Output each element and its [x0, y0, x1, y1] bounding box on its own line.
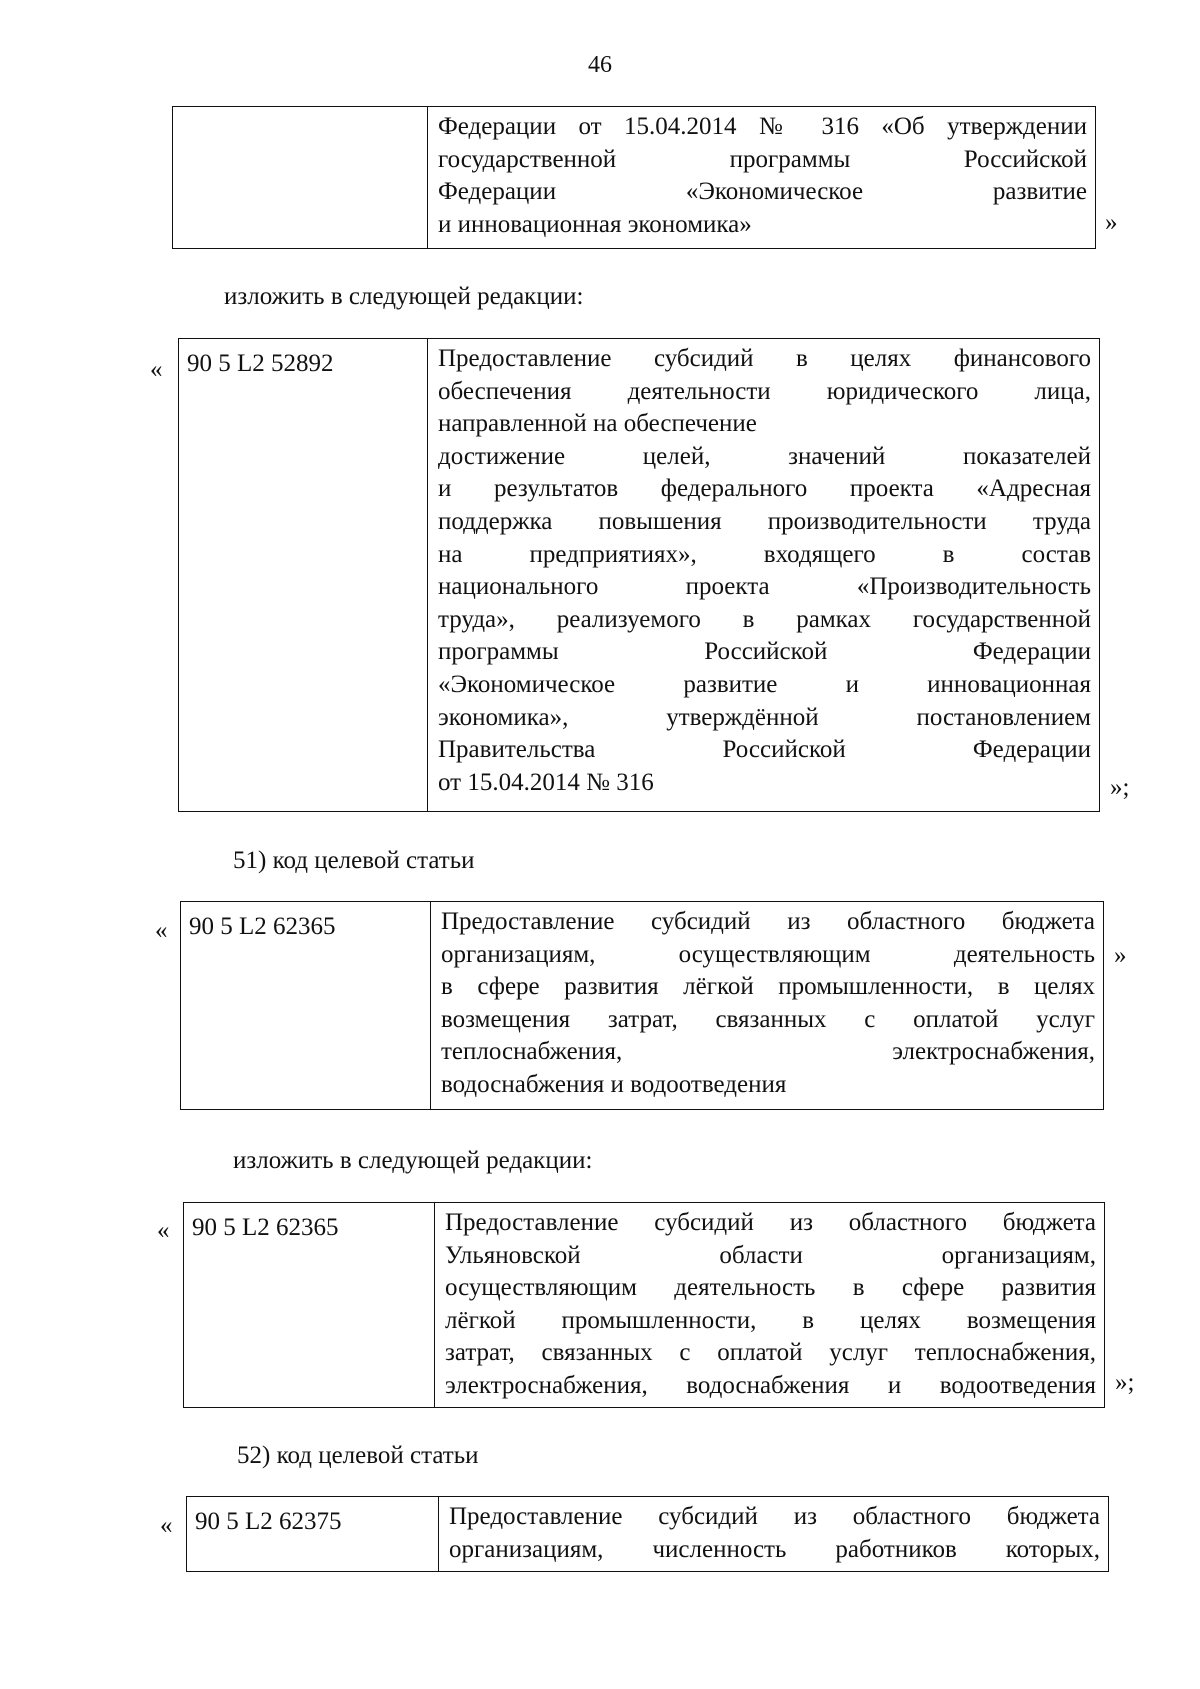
- description-line: экономика», утверждённой постановлением: [438, 703, 1091, 731]
- item-52-heading: 52) код целевой статьи: [237, 1442, 479, 1469]
- description-line: достижение целей, значений показателей: [438, 442, 1091, 470]
- description-line: лёгкой промышленности, в целях возмещения: [445, 1306, 1096, 1334]
- description-cell: [437, 1497, 1108, 1571]
- table-code-62365-new: [183, 1202, 1105, 1408]
- closing-quote-semicolon: »;: [1110, 774, 1130, 801]
- opening-quote: «: [157, 1217, 170, 1244]
- description-line: осуществляющим деятельность в сфере развития: [445, 1274, 1096, 1302]
- description-line: Федерации «Экономическое развитие: [438, 178, 1087, 206]
- description-line: от 15.04.2014 № 316: [438, 768, 654, 796]
- table-code-52892: [178, 338, 1100, 812]
- description-line: «Экономическое развитие и инновационная: [438, 670, 1091, 698]
- description-line: затрат, связанных с оплатой услуг теплоснабжения,: [445, 1339, 1096, 1367]
- description-line: Предоставление субсидий из областного бюджета: [445, 1209, 1096, 1236]
- opening-quote: «: [150, 356, 163, 383]
- closing-quote-semicolon: »;: [1115, 1369, 1135, 1396]
- description-line: Предоставление субсидий в целях финансового: [438, 345, 1091, 372]
- edit-instruction: изложить в следующей редакции:: [233, 1147, 593, 1174]
- description-line: направленной на обеспечение: [438, 410, 757, 438]
- description-line: организациям, численность работников которых,: [449, 1535, 1100, 1563]
- description-line: Ульяновской области организациям,: [445, 1241, 1096, 1269]
- item-51-heading: 51) код целевой статьи: [233, 847, 475, 874]
- description-line: и инновационная экономика»: [438, 210, 752, 238]
- code-cell: 90 5 L2 62375: [187, 1497, 439, 1571]
- description-line: в сфере развития лёгкой промышленности, в целях: [441, 973, 1095, 1001]
- description-line: Предоставление субсидий из областного бюджета: [441, 908, 1095, 935]
- description-line: организациям, осуществляющим деятельность: [441, 940, 1095, 968]
- description-line: государственной программы Российской: [438, 145, 1087, 173]
- description-line: на предприятиях», входящего в состав: [438, 540, 1091, 568]
- description-line: национального проекта «Производительность: [438, 573, 1091, 601]
- opening-quote: «: [160, 1512, 173, 1539]
- description-line: Правительства Российской Федерации: [438, 736, 1091, 764]
- description-line: электроснабжения, водоснабжения и водоотведения: [445, 1371, 1096, 1399]
- description-cell: [429, 902, 1103, 1109]
- page-number: 46: [588, 52, 612, 78]
- description-line: водоснабжения и водоотведения: [441, 1070, 787, 1098]
- description-cell: [426, 107, 1095, 248]
- code-cell: 90 5 L2 52892: [179, 339, 428, 811]
- description-line: возмещения затрат, связанных с оплатой услуг: [441, 1005, 1095, 1033]
- description-line: Федерации от 15.04.2014 № 316 «Об утверждении: [438, 113, 1087, 140]
- table-code-62375: [186, 1496, 1109, 1572]
- description-line: труда», реализуемого в рамках государственной: [438, 605, 1091, 633]
- opening-quote: «: [155, 917, 168, 944]
- code-cell-empty: [173, 107, 428, 248]
- closing-quote: »: [1114, 942, 1127, 969]
- description-line: и результатов федерального проекта «Адресная: [438, 475, 1091, 503]
- code-cell: 90 5 L2 62365: [181, 902, 431, 1109]
- description-line: поддержка повышения производительности труда: [438, 507, 1091, 535]
- description-line: обеспечения деятельности юридического лица,: [438, 377, 1091, 405]
- description-line: Предоставление субсидий из областного бюджета: [449, 1503, 1100, 1530]
- closing-quote: »: [1105, 209, 1118, 236]
- description-line: программы Российской Федерации: [438, 638, 1091, 666]
- table-continuation: [172, 106, 1096, 249]
- description-cell: [433, 1203, 1104, 1407]
- code-cell: 90 5 L2 62365: [184, 1203, 435, 1407]
- description-line: теплоснабжения, электроснабжения,: [441, 1038, 1095, 1066]
- table-code-62365-old: [180, 901, 1104, 1110]
- edit-instruction: изложить в следующей редакции:: [224, 283, 584, 310]
- description-cell: [426, 339, 1099, 811]
